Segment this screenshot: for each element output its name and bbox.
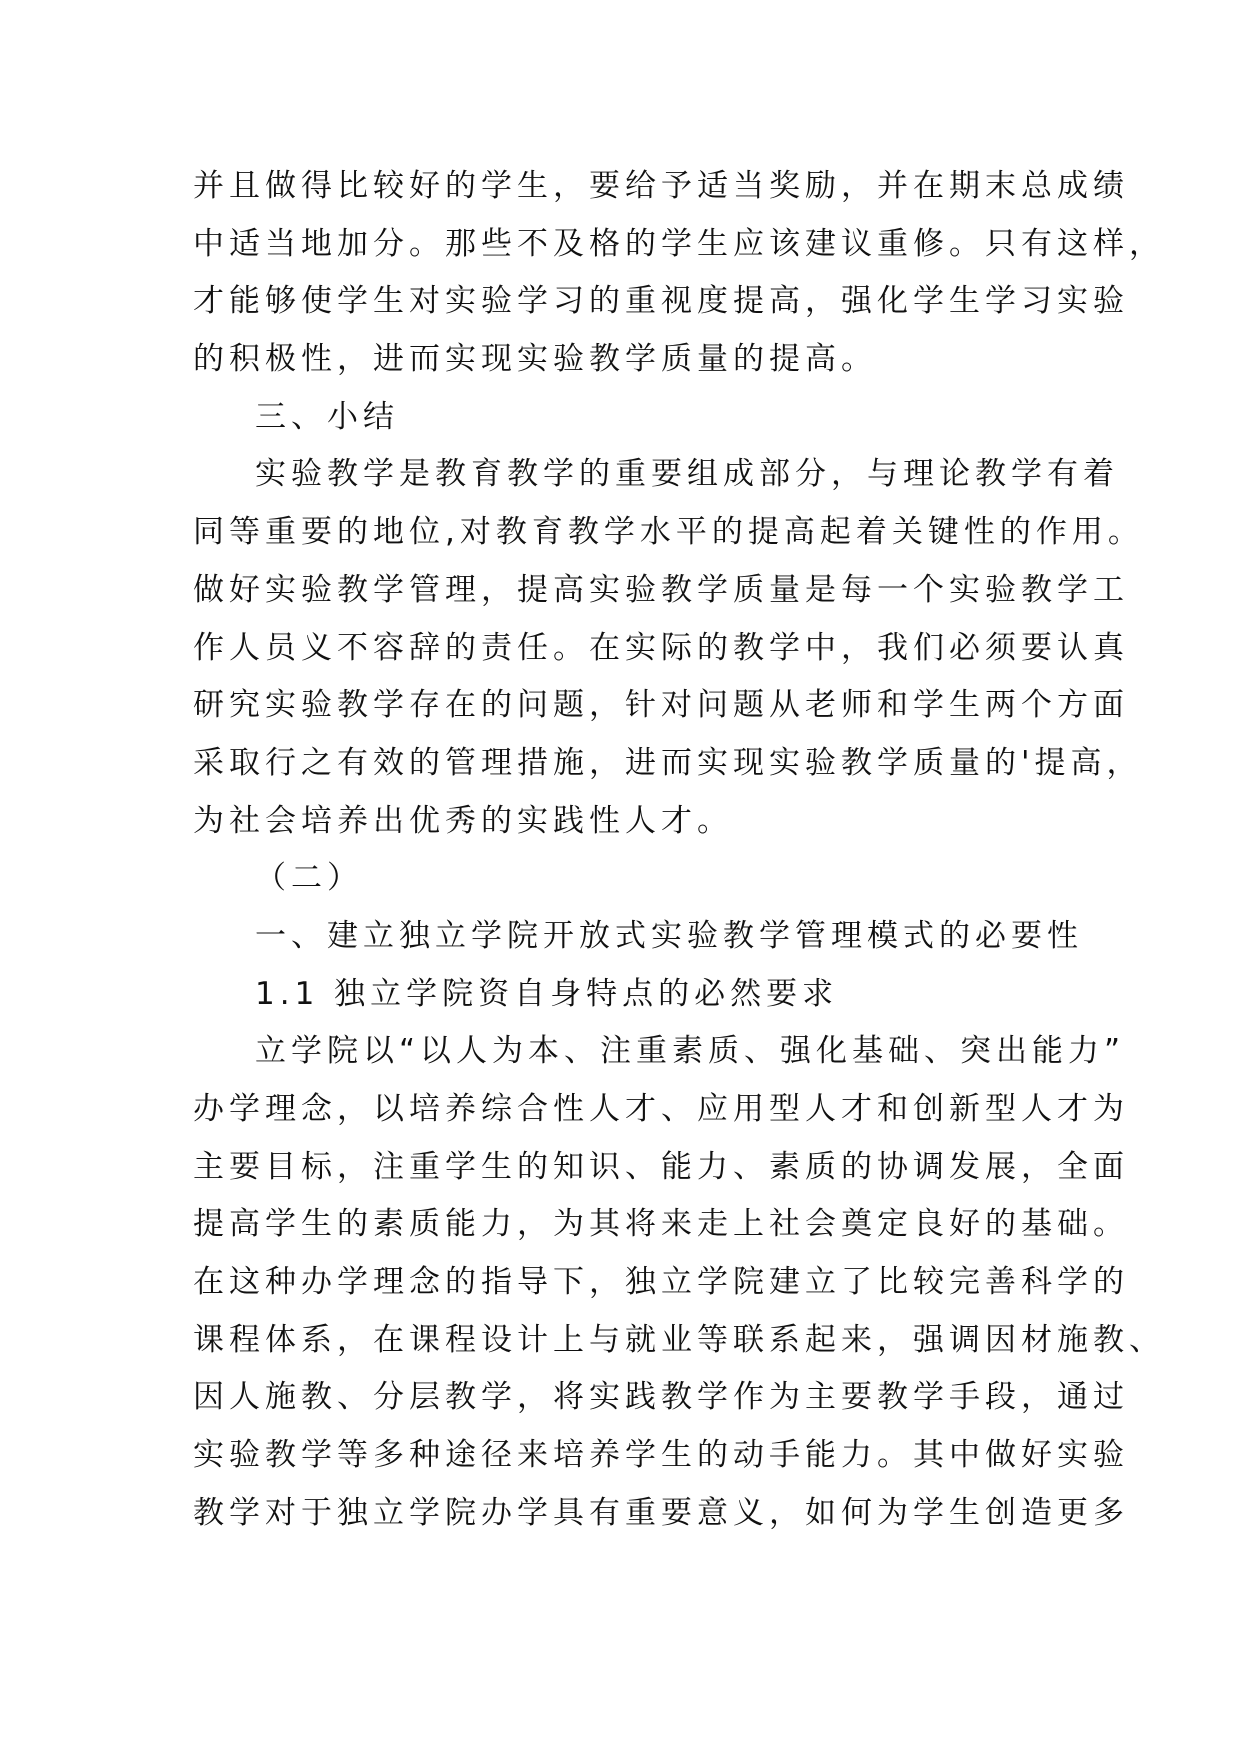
text-line: 采取行之有效的管理措施，进而实现实验教学质量的'提高， xyxy=(193,744,1143,781)
text-line: 实验教学等多种途径来培养学生的动手能力。其中做好实验 xyxy=(193,1437,1129,1474)
text-line: 的积极性，进而实现实验教学质量的提高。 xyxy=(193,341,877,378)
text-line: 才能够使学生对实验学习的重视度提高，强化学生学习实验 xyxy=(193,283,1129,320)
text-line: 并且做得比较好的学生，要给予适当奖励，并在期末总成绩 xyxy=(193,168,1129,204)
text-line: 研究实验教学存在的问题，针对问题从老师和学生两个方面 xyxy=(193,687,1129,724)
part-heading: （二） xyxy=(255,860,363,897)
text-line: 为社会培养出优秀的实践性人才。 xyxy=(193,802,733,839)
text-line: 做好实验教学管理，提高实验教学质量是每一个实验教学工 xyxy=(193,571,1129,608)
document-body xyxy=(193,158,1165,1543)
section-heading: 三、小结 xyxy=(255,398,399,435)
text-line: 因人施教、分层教学，将实践教学作为主要教学手段，通过 xyxy=(193,1379,1129,1416)
text-line: 同等重要的地位,对教育教学水平的提高起着关键性的作用。 xyxy=(193,514,1144,551)
text-line: 提高学生的素质能力，为其将来走上社会奠定良好的基础。 xyxy=(193,1206,1129,1243)
text-line: 办学理念，以培养综合性人才、应用型人才和创新型人才为 xyxy=(193,1091,1129,1127)
text-line: 立学院以“以人为本、注重素质、强化基础、突出能力” xyxy=(255,1033,1126,1070)
text-line: 课程体系，在课程设计上与就业等联系起来，强调因材施教、 xyxy=(193,1321,1165,1358)
subsection-heading: 1.1 独立学院资自身特点的必然要求 xyxy=(255,975,839,1012)
section-heading: 一、建立独立学院开放式实验教学管理模式的必要性 xyxy=(255,917,1083,954)
text-line: 教学对于独立学院办学具有重要意义，如何为学生创造更多 xyxy=(193,1494,1129,1531)
text-line: 实验教学是教育教学的重要组成部分，与理论教学有着 xyxy=(255,456,1119,493)
text-line: 作人员义不容辞的责任。在实际的教学中，我们必须要认真 xyxy=(193,629,1129,666)
text-line: 在这种办学理念的指导下，独立学院建立了比较完善科学的 xyxy=(193,1264,1129,1301)
text-line: 主要目标，注重学生的知识、能力、素质的协调发展，全面 xyxy=(193,1148,1129,1185)
text-line: 中适当地加分。那些不及格的学生应该建议重修。只有这样， xyxy=(193,225,1165,262)
